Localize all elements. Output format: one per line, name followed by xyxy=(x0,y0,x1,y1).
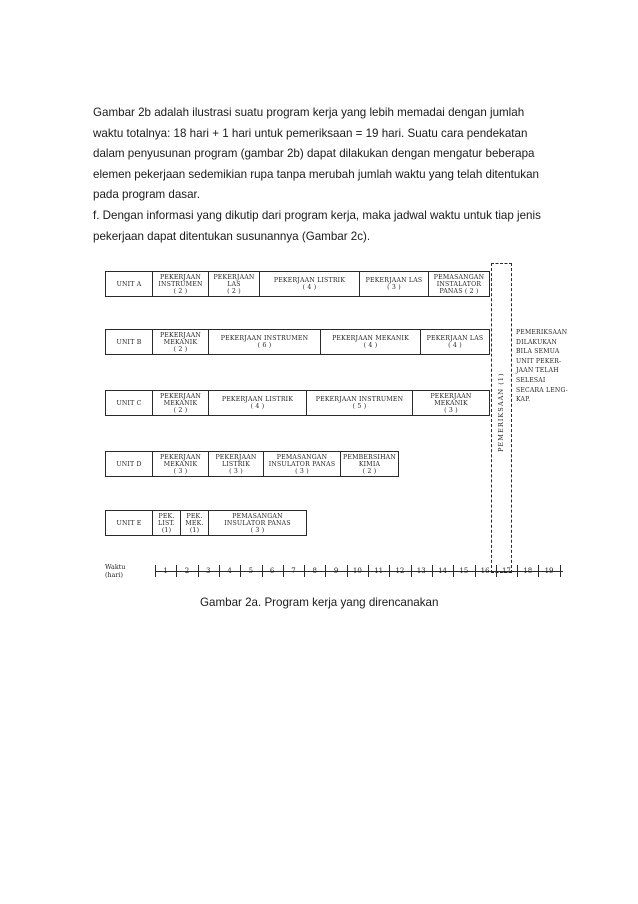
unit-label: UNIT A xyxy=(106,272,153,296)
axis-day-number: 19 xyxy=(544,567,554,575)
axis-day-number: 16 xyxy=(480,567,490,575)
axis-day-number: 3 xyxy=(206,567,211,575)
task-cell: PEMASANGAN INSULATOR PANAS ( 3 ) xyxy=(224,512,291,534)
unit-b-row xyxy=(105,329,490,355)
axis-day-number: 10 xyxy=(352,567,362,575)
task-cell: PEK. LIST. (1) xyxy=(153,511,181,535)
task-cell: PEKERJAAN MEKANIK ( 2 ) xyxy=(153,330,209,354)
axis-tick xyxy=(347,565,348,577)
axis-day-number: 1 xyxy=(163,567,168,575)
axis-tick xyxy=(389,565,390,577)
axis-tick xyxy=(262,565,263,577)
axis-tick xyxy=(325,565,326,577)
task-cell: PEKERJAAN MEKANIK ( 3 ) xyxy=(153,452,209,476)
axis-tick xyxy=(496,565,497,577)
unit-label: UNIT C xyxy=(106,391,153,415)
task-cell: PEKERJAAN INSTRUMEN ( 2 ) xyxy=(153,272,209,296)
axis-day-number: 9 xyxy=(333,567,339,575)
task-cell: PEKERJAAN LAS ( 2 ) xyxy=(209,272,260,296)
unit-label: UNIT D xyxy=(106,452,153,476)
task-cell: PEKERJAAN LISTRIK ( 4 ) xyxy=(209,391,307,415)
axis-tick xyxy=(517,565,518,577)
examination-label: PEMERIKSAAN (1) xyxy=(497,372,505,452)
axis-tick xyxy=(176,565,177,577)
axis-day-number: 4 xyxy=(227,567,232,575)
unit-c-row xyxy=(105,390,490,416)
text-line: elemen pekerjaan sedemikian rupa tanpa merubah jumlah waktu yang telah ditentukan xyxy=(93,167,539,181)
axis-day-number: 15 xyxy=(459,567,469,575)
axis-tick xyxy=(453,565,454,577)
unit-label: UNIT E xyxy=(106,511,153,535)
task-cell: PEKERJAAN LAS ( 3 ) xyxy=(360,272,429,296)
task-cell: PEKERJAAN LISTRIK ( 4 ) xyxy=(260,272,360,296)
axis-day-number: 14 xyxy=(438,567,447,575)
axis-tick xyxy=(411,565,412,577)
axis-day-number: 5 xyxy=(248,567,254,575)
axis-tick xyxy=(560,565,561,577)
axis-tick xyxy=(368,565,369,577)
axis-day-number: 18 xyxy=(523,567,533,575)
body-paragraph xyxy=(93,103,548,247)
task-cell: PEKERJAAN LAS ( 4 ) xyxy=(426,335,484,349)
task-cell: PEKERJAAN INSTRUMEN ( 5 ) xyxy=(307,391,413,415)
axis-day-number: 11 xyxy=(374,567,384,575)
task-cell: PEMBERSIHAN KIMIA ( 2 ) xyxy=(343,453,396,475)
text-line: pada program dasar. xyxy=(93,188,200,202)
task-cell: PEKERJAAN INSTRUMEN ( 6 ) xyxy=(209,330,321,354)
task-cell: PEKERJAAN MEKANIK ( 3 ) xyxy=(430,392,472,414)
axis-day-number: 6 xyxy=(269,567,275,575)
axis-day-number: 17 xyxy=(501,567,511,575)
text-line: dalam penyusunan program (gambar 2b) dapat dilakukan dengan mengatur beberapa xyxy=(93,147,535,161)
text-line: Gambar 2b adalah ilustrasi suatu program kerja yang lebih memadai dengan jumlah xyxy=(93,106,525,119)
axis-day-number: 2 xyxy=(184,567,190,575)
axis-tick xyxy=(219,565,220,577)
axis-tick xyxy=(198,565,199,577)
task-cell: PEMASANGAN INSTALATOR PANAS ( 2 ) xyxy=(433,273,485,295)
work-program-figure xyxy=(95,262,568,587)
axis-tick xyxy=(240,565,241,577)
text-line: f. Dengan informasi yang dikutip dari program kerja, maka jadwal waktu untuk tiap jenis xyxy=(93,208,541,222)
task-cell: PEK. MEK. (1) xyxy=(181,511,209,535)
axis-tick xyxy=(538,565,539,577)
text-line: waktu totalnya: 18 hari + 1 hari untuk pemeriksaan = 19 hari. Suatu cara pendekatan xyxy=(93,126,528,140)
axis-tick xyxy=(283,565,284,577)
unit-e-row xyxy=(105,510,307,536)
unit-label: UNIT B xyxy=(106,330,153,354)
axis-tick xyxy=(432,565,433,577)
axis-day-number: 12 xyxy=(395,567,405,575)
task-cell: PEKERJAAN LISTRIK ( 3 ) xyxy=(209,452,264,476)
axis-day-number: 8 xyxy=(312,567,317,575)
time-axis-label: Waktu (hari) xyxy=(105,563,126,579)
axis-day-number: 13 xyxy=(416,567,426,575)
examination-note: PEMERIKSAAN DILAKUKAN BILA SEMUA UNIT PEKER- JAAN TELAH SELESAI SECARA LENG- KAP. xyxy=(516,329,568,404)
axis-tick xyxy=(475,565,476,577)
unit-a-row xyxy=(105,271,490,297)
unit-d-row xyxy=(105,451,399,477)
task-cell: PEKERJAAN MEKANIK ( 2 ) xyxy=(153,391,209,415)
axis-tick xyxy=(155,565,156,577)
text-line: pekerjaan dapat ditentukan susunannya (Gambar 2c). xyxy=(93,229,371,243)
task-cell: PEKERJAAN MEKANIK ( 4 ) xyxy=(321,330,421,354)
axis-day-number: 7 xyxy=(291,567,296,575)
axis-tick xyxy=(304,565,305,577)
figure-caption: Gambar 2a. Program kerja yang direncanakan xyxy=(200,596,439,609)
task-cell: PEMASANGAN INSULATOR PANAS ( 3 ) xyxy=(264,452,341,476)
